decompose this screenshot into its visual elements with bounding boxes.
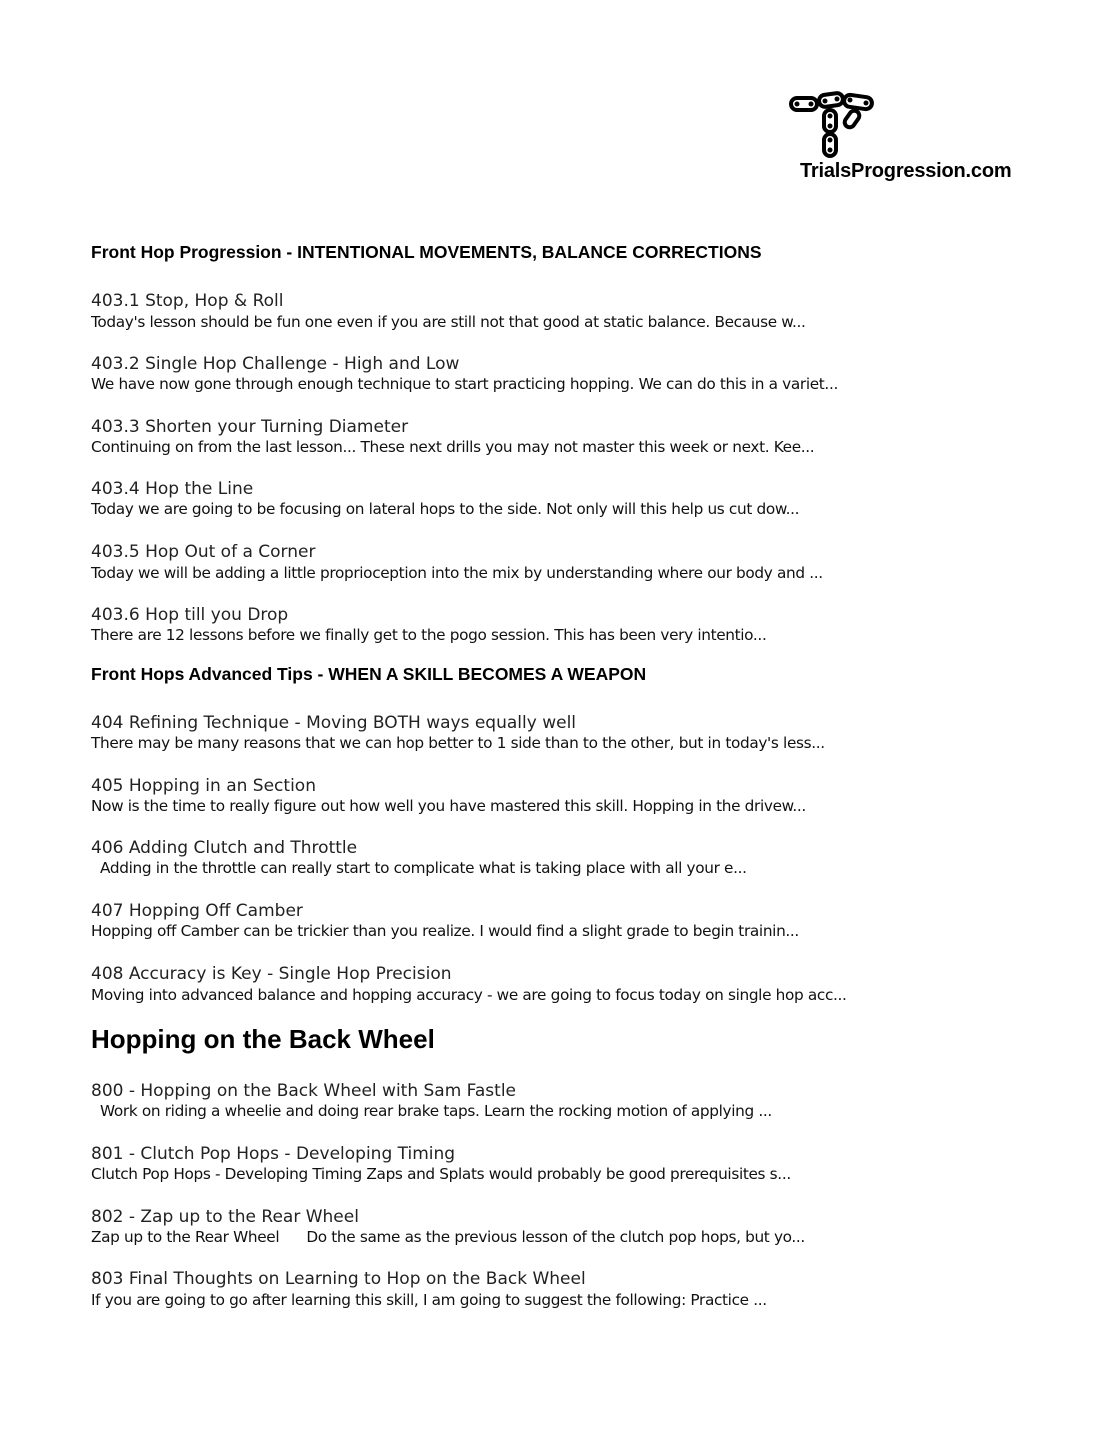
lesson-desc: Today we are going to be focusing on lateral hops to the side. Not only will this help us cut dow... <box>91 500 800 518</box>
lesson-desc: Today's lesson should be fun one even if you are still not that good at static balance. Because w... <box>91 313 806 331</box>
section-heading-front-hop-progression: Front Hop Progression - INTENTIONAL MOVEMENTS, BALANCE CORRECTIONS <box>91 242 762 262</box>
lesson-title: 408 Accuracy is Key - Single Hop Precision <box>91 964 452 984</box>
lesson-desc: Now is the time to really figure out how well you have mastered this skill. Hopping in the drivew... <box>91 797 806 815</box>
lesson-title: 803 Final Thoughts on Learning to Hop on the Back Wheel <box>91 1269 586 1289</box>
lesson-desc: Clutch Pop Hops - Developing Timing Zaps and Splats would probably be good prerequisites s... <box>91 1165 791 1183</box>
lesson-title: 403.3 Shorten your Turning Diameter <box>91 417 409 437</box>
lesson-title: 403.4 Hop the Line <box>91 479 254 499</box>
lesson-title: 405 Hopping in an Section <box>91 776 316 796</box>
section-heading-back-wheel: Hopping on the Back Wheel <box>91 1024 435 1054</box>
lesson-title: 403.2 Single Hop Challenge - High and Low <box>91 354 460 374</box>
lesson-title: 802 - Zap up to the Rear Wheel <box>91 1207 359 1227</box>
lesson-desc: Work on riding a wheelie and doing rear brake taps. Learn the rocking motion of applying ... <box>91 1102 772 1120</box>
lesson-desc: Adding in the throttle can really start to complicate what is taking place with all your e... <box>91 859 747 877</box>
lesson-title: 801 - Clutch Pop Hops - Developing Timing <box>91 1144 456 1164</box>
lesson-desc: There may be many reasons that we can hop better to 1 side than to the other, but in today's less... <box>91 734 825 752</box>
section-heading-front-hops-advanced: Front Hops Advanced Tips - WHEN A SKILL BECOMES A WEAPON <box>91 664 647 684</box>
lesson-desc: We have now gone through enough technique to start practicing hopping. We can do this in a variet... <box>91 375 838 393</box>
lesson-title: 404 Refining Technique - Moving BOTH ways equally well <box>91 713 577 733</box>
lesson-desc: Continuing on from the last lesson... These next drills you may not master this week or next. Kee... <box>91 438 815 456</box>
lesson-title: 407 Hopping Off Camber <box>91 901 303 921</box>
lesson-title: 406 Adding Clutch and Throttle <box>91 838 358 858</box>
lesson-desc: Moving into advanced balance and hopping accuracy - we are going to focus today on single hop acc... <box>91 986 847 1004</box>
bike-chain-t-icon <box>788 86 878 160</box>
lesson-desc: Hopping off Camber can be trickier than you realize. I would find a slight grade to begin trainin... <box>91 922 799 940</box>
lesson-desc: There are 12 lessons before we finally get to the pogo session. This has been very intentio... <box>91 626 767 644</box>
lesson-desc: Today we will be adding a little proprioception into the mix by understanding where our body and ... <box>91 564 823 582</box>
lesson-title: 403.1 Stop, Hop & Roll <box>91 291 284 311</box>
site-name: TrialsProgression.com <box>800 160 1012 182</box>
lesson-title: 403.5 Hop Out of a Corner <box>91 542 316 562</box>
lesson-title: 403.6 Hop till you Drop <box>91 605 289 625</box>
lesson-desc: If you are going to go after learning this skill, I am going to suggest the following: Practice ... <box>91 1291 767 1309</box>
lesson-title: 800 - Hopping on the Back Wheel with Sam Fastle <box>91 1081 517 1101</box>
lesson-desc: Zap up to the Rear Wheel Do the same as the previous lesson of the clutch pop hops, but yo... <box>91 1228 805 1246</box>
